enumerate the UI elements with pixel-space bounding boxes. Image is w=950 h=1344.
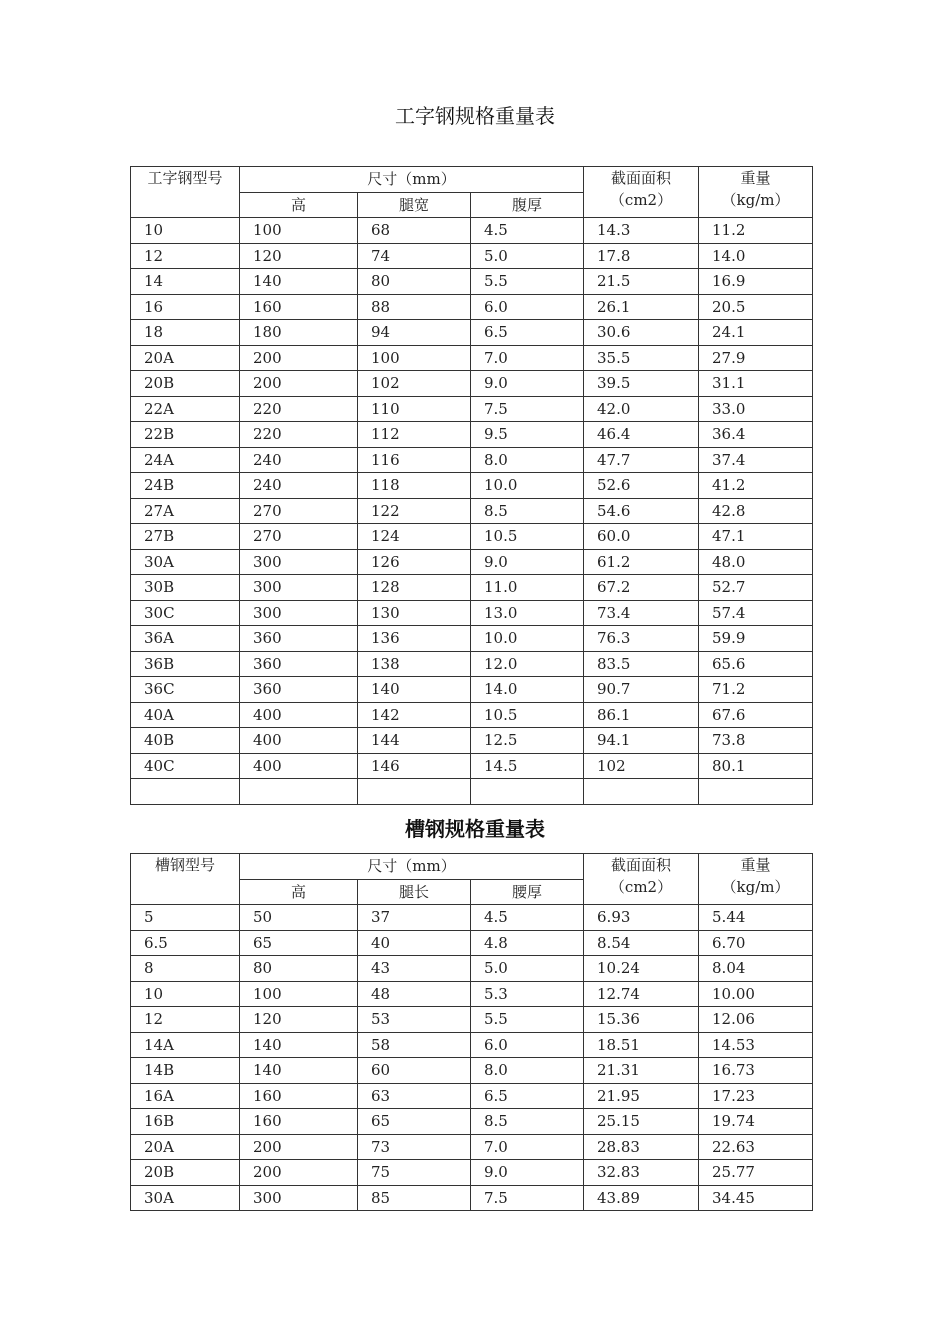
leg-cell: 142 [358,702,471,728]
weight-cell: 65.6 [699,651,813,677]
height-cell: 360 [240,651,358,677]
height-cell: 220 [240,422,358,448]
thickness-cell: 6.5 [471,1083,584,1109]
area-cell: 18.51 [584,1032,699,1058]
area-cell: 8.54 [584,930,699,956]
height-cell: 300 [240,1185,358,1211]
leg-cell: 58 [358,1032,471,1058]
thickness-cell: 4.8 [471,930,584,956]
leg-cell: 128 [358,575,471,601]
area-cell: 76.3 [584,626,699,652]
area-cell: 21.5 [584,269,699,295]
thickness-cell: 14.0 [471,677,584,703]
header-height: 高 [240,879,358,905]
leg-cell: 100 [358,345,471,371]
header-web-thickness: 腹厚 [471,192,584,218]
height-cell: 140 [240,269,358,295]
weight-cell: 73.8 [699,728,813,754]
weight-cell: 59.9 [699,626,813,652]
height-cell: 120 [240,1007,358,1033]
model-cell: 36A [131,626,240,652]
area-cell: 52.6 [584,473,699,499]
weight-cell: 16.73 [699,1058,813,1084]
weight-cell: 11.2 [699,218,813,244]
weight-cell: 17.23 [699,1083,813,1109]
model-cell: 6.5 [131,930,240,956]
thickness-cell: 13.0 [471,600,584,626]
model-cell: 36C [131,677,240,703]
area-cell: 10.24 [584,956,699,982]
weight-cell: 5.44 [699,905,813,931]
leg-cell: 112 [358,422,471,448]
header-leg-length: 腿长 [358,879,471,905]
height-cell: 100 [240,218,358,244]
leg-cell: 94 [358,320,471,346]
thickness-cell: 12.0 [471,651,584,677]
height-cell: 200 [240,345,358,371]
thickness-cell: 12.5 [471,728,584,754]
model-cell: 30A [131,1185,240,1211]
leg-cell: 146 [358,753,471,779]
leg-cell: 60 [358,1058,471,1084]
table-row [131,702,813,728]
area-cell: 47.7 [584,447,699,473]
table-row [131,320,813,346]
model-cell: 24A [131,447,240,473]
table-row [131,930,813,956]
weight-cell: 34.45 [699,1185,813,1211]
table-row [131,371,813,397]
model-cell: 40A [131,702,240,728]
weight-cell: 31.1 [699,371,813,397]
leg-cell: 43 [358,956,471,982]
height-cell: 140 [240,1058,358,1084]
weight-cell: 36.4 [699,422,813,448]
area-cell: 102 [584,753,699,779]
leg-cell: 48 [358,981,471,1007]
leg-cell: 88 [358,294,471,320]
table-row [131,1185,813,1211]
area-cell: 86.1 [584,702,699,728]
model-cell: 22A [131,396,240,422]
area-cell: 60.0 [584,524,699,550]
model-cell: 30C [131,600,240,626]
thickness-cell: 8.5 [471,1109,584,1135]
leg-cell: 144 [358,728,471,754]
thickness-cell: 9.0 [471,371,584,397]
model-cell: 10 [131,218,240,244]
model-cell: 14A [131,1032,240,1058]
height-cell: 65 [240,930,358,956]
height-cell: 50 [240,905,358,931]
table-row [131,651,813,677]
leg-cell: 118 [358,473,471,499]
thickness-cell: 10.5 [471,524,584,550]
model-cell: 22B [131,422,240,448]
thickness-cell: 7.5 [471,1185,584,1211]
area-cell: 61.2 [584,549,699,575]
model-cell: 40B [131,728,240,754]
empty-cell [584,779,699,805]
thickness-cell: 5.0 [471,243,584,269]
leg-cell: 53 [358,1007,471,1033]
leg-cell: 122 [358,498,471,524]
thickness-cell: 7.0 [471,1134,584,1160]
header-model: 槽钢型号 [131,854,240,905]
header-area: 截面面积（cm2） [584,167,699,218]
header-size: 尺寸（mm） [240,167,584,193]
area-cell: 83.5 [584,651,699,677]
model-cell: 16A [131,1083,240,1109]
height-cell: 160 [240,1109,358,1135]
model-cell: 30A [131,549,240,575]
height-cell: 200 [240,1160,358,1186]
weight-cell: 37.4 [699,447,813,473]
area-cell: 17.8 [584,243,699,269]
height-cell: 100 [240,981,358,1007]
area-cell: 28.83 [584,1134,699,1160]
ibeam-table-body [131,218,813,805]
table-row [131,981,813,1007]
thickness-cell: 9.5 [471,422,584,448]
empty-cell [699,779,813,805]
area-cell: 15.36 [584,1007,699,1033]
leg-cell: 124 [358,524,471,550]
leg-cell: 138 [358,651,471,677]
leg-cell: 130 [358,600,471,626]
area-cell: 32.83 [584,1160,699,1186]
weight-cell: 71.2 [699,677,813,703]
area-cell: 67.2 [584,575,699,601]
empty-row [131,779,813,805]
model-cell: 18 [131,320,240,346]
model-cell: 10 [131,981,240,1007]
height-cell: 400 [240,728,358,754]
table-row [131,269,813,295]
empty-cell [358,779,471,805]
table-row [131,753,813,779]
table-row [131,422,813,448]
weight-cell: 67.6 [699,702,813,728]
thickness-cell: 9.0 [471,1160,584,1186]
height-cell: 220 [240,396,358,422]
area-cell: 12.74 [584,981,699,1007]
area-cell: 46.4 [584,422,699,448]
ibeam-table-title: 工字钢规格重量表 [395,104,555,128]
table-row [131,575,813,601]
model-cell: 12 [131,243,240,269]
model-cell: 40C [131,753,240,779]
weight-cell: 57.4 [699,600,813,626]
table-row [131,1058,813,1084]
table-row [131,243,813,269]
table-row [131,473,813,499]
thickness-cell: 8.0 [471,447,584,473]
thickness-cell: 8.0 [471,1058,584,1084]
model-cell: 20B [131,1160,240,1186]
leg-cell: 126 [358,549,471,575]
leg-cell: 63 [358,1083,471,1109]
table-row [131,1007,813,1033]
model-cell: 8 [131,956,240,982]
thickness-cell: 5.5 [471,269,584,295]
table-row [131,1109,813,1135]
area-cell: 25.15 [584,1109,699,1135]
table-row [131,677,813,703]
height-cell: 240 [240,447,358,473]
weight-cell: 10.00 [699,981,813,1007]
thickness-cell: 10.0 [471,473,584,499]
height-cell: 240 [240,473,358,499]
height-cell: 360 [240,626,358,652]
model-cell: 27A [131,498,240,524]
header-leg-width: 腿宽 [358,192,471,218]
height-cell: 400 [240,753,358,779]
weight-cell: 6.70 [699,930,813,956]
area-cell: 94.1 [584,728,699,754]
height-cell: 200 [240,371,358,397]
area-cell: 90.7 [584,677,699,703]
leg-cell: 140 [358,677,471,703]
table-row [131,498,813,524]
weight-cell: 41.2 [699,473,813,499]
weight-cell: 48.0 [699,549,813,575]
weight-cell: 16.9 [699,269,813,295]
weight-cell: 12.06 [699,1007,813,1033]
weight-cell: 33.0 [699,396,813,422]
model-cell: 14 [131,269,240,295]
thickness-cell: 7.0 [471,345,584,371]
model-cell: 27B [131,524,240,550]
leg-cell: 40 [358,930,471,956]
channel-table-title: 槽钢规格重量表 [405,817,545,841]
table-row [131,626,813,652]
area-cell: 21.31 [584,1058,699,1084]
height-cell: 180 [240,320,358,346]
weight-cell: 14.0 [699,243,813,269]
table-row [131,1134,813,1160]
header-size: 尺寸（mm） [240,854,584,880]
area-cell: 42.0 [584,396,699,422]
height-cell: 300 [240,575,358,601]
empty-cell [471,779,584,805]
thickness-cell: 6.0 [471,1032,584,1058]
leg-cell: 102 [358,371,471,397]
weight-cell: 19.74 [699,1109,813,1135]
area-cell: 35.5 [584,345,699,371]
channel-table [130,853,813,1211]
table-row [131,294,813,320]
thickness-cell: 5.0 [471,956,584,982]
leg-cell: 65 [358,1109,471,1135]
height-cell: 160 [240,294,358,320]
header-weight: 重量（kg/m） [699,167,813,218]
leg-cell: 68 [358,218,471,244]
table-row [131,396,813,422]
thickness-cell: 11.0 [471,575,584,601]
thickness-cell: 6.5 [471,320,584,346]
area-cell: 6.93 [584,905,699,931]
model-cell: 24B [131,473,240,499]
weight-cell: 20.5 [699,294,813,320]
area-cell: 14.3 [584,218,699,244]
leg-cell: 136 [358,626,471,652]
table-row [131,956,813,982]
weight-cell: 42.8 [699,498,813,524]
table-row [131,600,813,626]
model-cell: 16B [131,1109,240,1135]
height-cell: 140 [240,1032,358,1058]
height-cell: 360 [240,677,358,703]
area-cell: 39.5 [584,371,699,397]
area-cell: 73.4 [584,600,699,626]
table-row [131,218,813,244]
empty-cell [240,779,358,805]
thickness-cell: 10.0 [471,626,584,652]
model-cell: 20A [131,345,240,371]
table-row [131,345,813,371]
thickness-cell: 9.0 [471,549,584,575]
thickness-cell: 5.3 [471,981,584,1007]
leg-cell: 75 [358,1160,471,1186]
weight-cell: 14.53 [699,1032,813,1058]
table-row [131,1083,813,1109]
table-row [131,728,813,754]
model-cell: 16 [131,294,240,320]
weight-cell: 22.63 [699,1134,813,1160]
table-row [131,549,813,575]
thickness-cell: 4.5 [471,218,584,244]
ibeam-table [130,166,813,805]
thickness-cell: 8.5 [471,498,584,524]
height-cell: 300 [240,549,358,575]
header-weight: 重量（kg/m） [699,854,813,905]
header-waist-thickness: 腰厚 [471,879,584,905]
height-cell: 270 [240,498,358,524]
height-cell: 160 [240,1083,358,1109]
height-cell: 300 [240,600,358,626]
model-cell: 20B [131,371,240,397]
height-cell: 120 [240,243,358,269]
header-height: 高 [240,192,358,218]
weight-cell: 52.7 [699,575,813,601]
model-cell: 5 [131,905,240,931]
leg-cell: 110 [358,396,471,422]
weight-cell: 27.9 [699,345,813,371]
table-row [131,1160,813,1186]
area-cell: 43.89 [584,1185,699,1211]
thickness-cell: 10.5 [471,702,584,728]
area-cell: 30.6 [584,320,699,346]
header-model: 工字钢型号 [131,167,240,218]
height-cell: 200 [240,1134,358,1160]
channel-table-body [131,905,813,1211]
table-row [131,905,813,931]
area-cell: 26.1 [584,294,699,320]
leg-cell: 116 [358,447,471,473]
height-cell: 270 [240,524,358,550]
area-cell: 54.6 [584,498,699,524]
leg-cell: 37 [358,905,471,931]
model-cell: 30B [131,575,240,601]
area-cell: 21.95 [584,1083,699,1109]
thickness-cell: 6.0 [471,294,584,320]
model-cell: 12 [131,1007,240,1033]
leg-cell: 80 [358,269,471,295]
weight-cell: 25.77 [699,1160,813,1186]
leg-cell: 74 [358,243,471,269]
weight-cell: 8.04 [699,956,813,982]
height-cell: 400 [240,702,358,728]
empty-cell [131,779,240,805]
weight-cell: 80.1 [699,753,813,779]
weight-cell: 24.1 [699,320,813,346]
height-cell: 80 [240,956,358,982]
model-cell: 20A [131,1134,240,1160]
leg-cell: 85 [358,1185,471,1211]
thickness-cell: 7.5 [471,396,584,422]
model-cell: 36B [131,651,240,677]
header-area: 截面面积（cm2） [584,854,699,905]
table-row [131,447,813,473]
model-cell: 14B [131,1058,240,1084]
table-row [131,1032,813,1058]
table-row [131,524,813,550]
thickness-cell: 4.5 [471,905,584,931]
weight-cell: 47.1 [699,524,813,550]
leg-cell: 73 [358,1134,471,1160]
thickness-cell: 5.5 [471,1007,584,1033]
thickness-cell: 14.5 [471,753,584,779]
